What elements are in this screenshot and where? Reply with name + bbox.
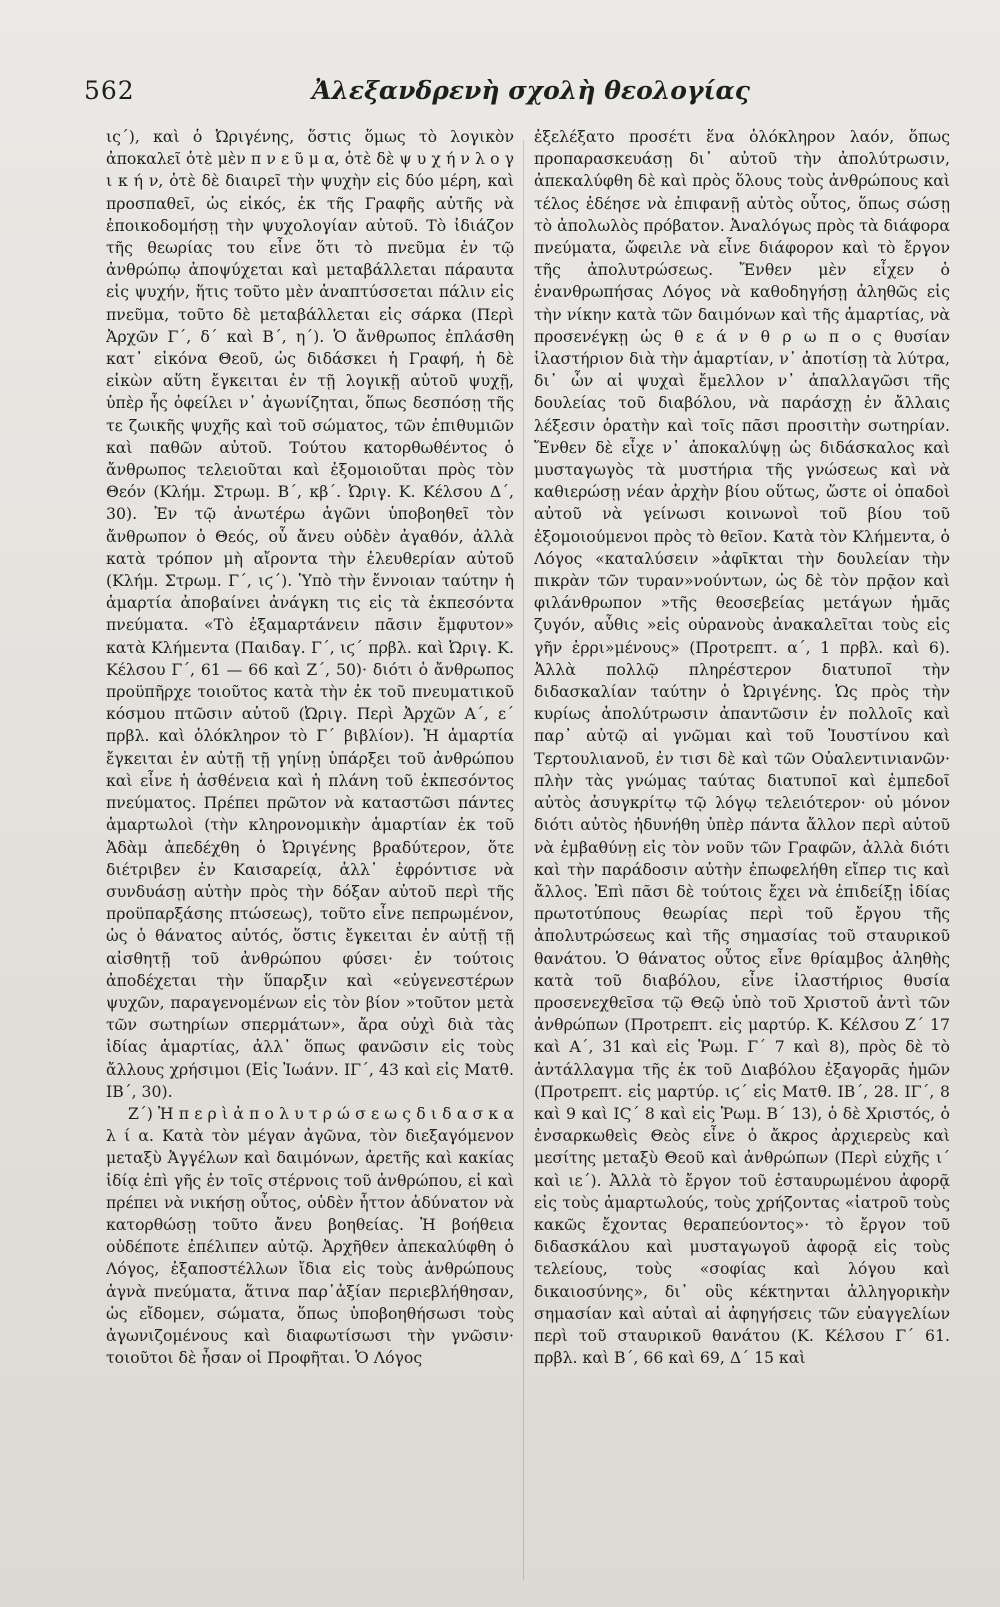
right-paragraph-1: ἐξελέξατο προσέτι ἕνα ὁλόκληρον λαόν, ὅπως προπαρασκευάσῃ δι᾽ αὐτοῦ τὴν ἀπολύτρωσιν, ἀπεκαλύφθη δὲ καὶ πρὸς ὅλους τοὺς ἀνθρώπους καὶ τέλος ἐδέησε νὰ ἐπιφανῇ αὐτὸς οὗτος, ὅπως σώσῃ τὸ ἀπολωλὸς πρόβατον. Ἀναλόγως πρὸς τὰ διάφορα πνεύματα, ὤφειλε νὰ εἶνε διάφορον καὶ τὸ ἔργον τῆς ἀπολυτρώσεως. Ἔνθεν μὲν εἶχεν ὁ ἐνανθρωπήσας Λόγος νὰ καθοδηγήσῃ ἀληθῶς εἰς τὴν νίκην κατὰ τῶν δαιμόνων καὶ τῆς ἁμαρτίας, νὰ προσενέγκῃ ὡς θ ε ά ν θ ρ ω π ο ς θυσίαν ἱλαστήριον διὰ τὴν ἁμαρτίαν, ν᾽ ἀποτίσῃ τὰ λύτρα, δι᾽ ὧν αἱ ψυχαὶ ἔμελλον ν᾽ ἀπαλλαγῶσι τῆς δουλείας τοῦ διαβόλου, νὰ παράσχῃ ἐν ἄλλαις λέξεσιν ὁρατὴν καὶ τοῖς πᾶσι προσιτὴν σωτηρίαν. Ἔνθεν δὲ εἶχε ν᾽ ἀποκαλύψῃ ὡς διδάσκαλος καὶ μυσταγωγὸς τὰ μυστήρια τῆς γνώσεως καὶ νὰ καθιερώσῃ νέαν ἀρχὴν βίου οὕτως, ὥστε οἱ ὀπαδοὶ αὐτοῦ νὰ γείνωσι κοινωνοὶ τοῦ βίου τοῦ ἐξομοιούμενοι πρὸς τὸ θεῖον. Κατὰ τὸν Κλήμεντα, ὁ Λόγος «καταλύσειν »ἀφῖκται τὴν δουλείαν τὴν πικρὰν τῶν τυραν»νούντων, ὡς δὲ τὸν πρᾷον καὶ φιλάνθρωπον »τῆς θεοσεβείας μετάγων ἡμᾶς ζυγόν, αὖθις »εἰς οὐρανοὺς ἀνακαλεῖται τοὺς εἰς γῆν ἐρρι»μένους» (Προτρεπτ. α΄, 1 πρβλ. καὶ 6). Ἀλλὰ πολλῷ πληρέστερον διατυποῖ τὴν διδασκαλίαν ταύτην ὁ Ὠριγένης. Ὡς πρὸς τὴν κυρίως ἀπολύτρωσιν ἀπαντῶσιν ἐν πολλοῖς καὶ παρ᾽ αὐτῷ αἱ γνῶμαι καὶ τοῦ Ἰουστίνου καὶ Τερτουλιανοῦ, ἐν τισι δὲ καὶ τῶν Οὐαλεντινιανῶν· πλὴν τὰς γνώμας ταύτας διατυποῖ καὶ ἐμπεδοῖ αὐτὸς ἀσυγκρίτῳ τῷ λόγῳ τελειότερον· οὐ μόνον διότι αὐτὸς ἠδυνήθη ὑπὲρ πάντα ἄλλον περὶ αὐτοῦ νὰ ἐμβαθύνῃ εἰς τὸν νοῦν τῶν Γραφῶν, ἀλλὰ διότι καὶ τὴν παράδοσιν αὐτὴν ἐπωφελήθη εἴπερ τις καὶ ἄλλος. Ἐπὶ πᾶσι δὲ τούτοις ἔχει νὰ ἐπιδείξῃ ἰδίας πρωτοτύπους θεωρίας περὶ τοῦ ἔργου τῆς ἀπολυτρώσεως καὶ τῆς σημασίας τοῦ σταυρικοῦ θανάτου. Ὁ θάνατος οὗτος εἶνε θρίαμβος ἀληθὴς κατὰ τοῦ διαβόλου, εἶνε ἱλαστήριος θυσία προσενεχθεῖσα τῷ Θεῷ ὑπὸ τοῦ Χριστοῦ ἀντὶ τῶν ἀνθρώπων (Προτρεπτ. εἰς μαρτύρ. Κ. Κέλσου Ζ΄ 17 καὶ Α΄, 31 καὶ εἰς Ῥωμ. Γ΄ 7 καὶ 8), πρὸς δὲ τὸ ἀντάλλαγμα τῆς ἐκ τοῦ Διαβόλου ἐξαγορᾶς ἡμῶν (Προτρεπτ. εἰς μαρτύρ. ιϛ΄ εἰς Ματθ. ΙΒ΄, 28. ΙΓ΄, 8 καὶ 9 καὶ ΙϚ΄ 8 καὶ εἰς Ῥωμ. Β΄ 13), ὁ δὲ Χριστός, ὁ ἐνσαρκωθεὶς Θεὸς εἶνε ὁ ἄκρος ἀρχιερεὺς καὶ μεσίτης μεταξὺ Θεοῦ καὶ ἀνθρώπων (Περὶ εὐχῆς ι΄ καὶ ιε΄). Ἀλλὰ τὸ ἔργον τοῦ ἐσταυρωμένου ἀφορᾷ εἰς τοὺς ἁμαρτωλούς, τοὺς χρήζοντας «ἰατροῦ τοὺς κακῶς ἔχοντας θεραπεύοντος»· τὸ ἔργον τοῦ διδασκάλου καὶ μυσταγωγοῦ ἀφορᾷ εἰς τοὺς τελείους, τοὺς «σοφίας καὶ λόγου καὶ δικαιοσύνης», δι᾽ οὓς κέκτηνται ἀλληγορικὴν σημασίαν καὶ αὐταὶ αἱ ἀφηγήσεις τῶν εὐαγγελίων περὶ τοῦ σταυρικοῦ θανάτου (Κ. Κέλσου Γ΄ 61. πρβλ. καὶ Β΄, 66 καὶ 69, Δ΄ 15 καὶ [534, 127, 950, 1368]
left-column [106, 126, 514, 1586]
right-column [534, 126, 950, 1586]
page-number: 562 [84, 76, 135, 105]
left-paragraph-2: Ζ΄) Ἡ π ε ρ ὶ ἀ π ο λ υ τ ρ ώ σ ε ω ς δ ι δ α σ κ α λ ί α. Κατὰ τὸν μέγαν ἀγῶνα, τὸν διεξαγόμενον μεταξὺ Ἀγγέλων καὶ δαιμόνων, ἀρετῆς καὶ κακίας ἰδίᾳ ἐπὶ γῆς ἐν τοῖς στέρνοις τοῦ ἀνθρώπου, εἰ καὶ πρέπει νὰ νικήσῃ οὗτος, οὐδὲν ἧττον ἀδύνατον νὰ κατορθώσῃ τοῦτο ἄνευ βοηθείας. Ἡ βοήθεια οὐδέποτε ἐπέλιπεν αὐτῷ. Ἀρχῆθεν ἀπεκαλύφθη ὁ Λόγος, ἐξαποστέλλων ἴδια εἰς τοὺς ἀνθρώπους ἁγνὰ πνεύματα, ἅτινα παρ᾽ἀξίαν περιεβλήθησαν, ὡς εἴδομεν, σώματα, ὅπως ὑποβοηθήσωσι τοὺς ἀγωνιζομένους καὶ διαφωτίσωσι τὴν γνῶσιν· τοιοῦτοι δὲ ἦσαν οἱ Προφῆται. Ὁ Λόγος [106, 1103, 514, 1368]
column-divider [523, 140, 524, 1580]
page-header [84, 76, 944, 120]
running-title: Ἀλεξανδρενὴ σχολὴ θεολογίας [312, 76, 751, 105]
left-paragraph-1: ις΄), καὶ ὁ Ὠριγένης, ὅστις ὅμως τὸ λογικὸν ἀποκαλεῖ ὁτὲ μὲν π ν ε ῦ μ α, ὁτὲ δὲ ψ υ χ ή ν λ ο γ ι κ ή ν, ὁτὲ δὲ διαιρεῖ τὴν ψυχὴν εἰς δύο μέρη, καὶ προσπαθεῖ, ὡς εἰκός, ἐκ τῆς Γραφῆς αὐτῆς νὰ ἐποικοδομήσῃ τὴν ψυχολογίαν αὐτοῦ. Τὸ ἰδιάζον τῆς θεωρίας του εἶνε ὅτι τὸ πνεῦμα ἐν τῷ ἀνθρώπῳ ἀποψύχεται καὶ μεταβάλλεται πάραυτα εἰς ψυχήν, ἥτις τοῦτο μὲν ἀναπτύσσεται πάλιν εἰς πνεῦμα, τοῦτο δὲ μεταβάλλεται εἰς σάρκα (Περὶ Ἀρχῶν Γ΄, δ΄ καὶ Β΄, η΄). Ὁ ἄνθρωπος ἐπλάσθη κατ᾽ εἰκόνα Θεοῦ, ὡς διδάσκει ἡ Γραφή, ἡ δὲ εἰκὼν αὕτη ἔγκειται ἐν τῇ λογικῇ αὐτοῦ ψυχῇ, ὑπὲρ ἧς ὀφείλει ν᾽ ἀγωνίζηται, ὅπως δεσπόσῃ τῆς τε ζωικῆς ψυχῆς καὶ τοῦ σώματος, τῶν ἐπιθυμιῶν καὶ παθῶν αὐτοῦ. Τούτου κατορθωθέντος ὁ ἄνθρωπος τελειοῦται καὶ ἐξομοιοῦται πρὸς τὸν Θεόν (Κλήμ. Στρωμ. Β΄, κβ΄. Ὠριγ. Κ. Κέλσου Δ΄, 30). Ἐν τῷ ἀνωτέρω ἀγῶνι ὑποβοηθεῖ τὸν ἄνθρωπον ὁ Θεός, οὗ ἄνευ οὐδὲν ἀγαθόν, ἀλλὰ κατὰ τρόπον μὴ αἴροντα τὴν ἐλευθερίαν αὐτοῦ (Κλήμ. Στρωμ. Γ΄, ιϛ΄). Ὑπὸ τὴν ἔννοιαν ταύτην ἡ ἁμαρτία ἀποβαίνει ἀνάγκη τις εἰς τὰ ἐκπεσόντα πνεύματα. «Τὸ ἐξαμαρτάνειν πᾶσιν ἔμφυτον» κατὰ Κλήμεντα (Παιδαγ. Γ΄, ιϛ΄ πρβλ. καὶ Ὠριγ. Κ. Κέλσου Γ΄, 61 — 66 καὶ Ζ΄, 50)· διότι ὁ ἄνθρωπος προϋπῆρχε τοιοῦτος κατὰ τὴν ἐκ τοῦ πνευματικοῦ κόσμου πτῶσιν αὐτοῦ (Ὠριγ. Περὶ Ἀρχῶν Α΄, ε΄ πρβλ. καὶ ὁλόκληρον τὸ Γ΄ βιβλίον). Ἡ ἁμαρτία ἔγκειται ἐν αὐτῇ τῇ γηίνῃ ὑπάρξει τοῦ ἀνθρώπου καὶ εἶνε ἡ ἀσθένεια καὶ ἡ πλάνη τοῦ ἐκπεσόντος πνεύματος. Πρέπει πρῶτον νὰ καταστῶσι πάντες ἁμαρτωλοὶ (τὴν κληρονομικὴν ἁμαρτίαν ἐκ τοῦ Ἀδὰμ ἀπεδέχθη ὁ Ὠριγένης βραδύτερον, ὅτε διέτριβεν ἐν Καισαρείᾳ, ἀλλ᾽ ἐφρόντισε νὰ συνδυάσῃ αὐτὴν πρὸς τὴν δόξαν αὐτοῦ περὶ τῆς προϋπαρξάσης πτώσεως), τοῦτο εἶνε πεπρωμένον, ὡς ὁ θάνατος αὐτός, ὅστις ἔγκειται ἐν αὐτῇ τῇ αἰσθητῇ τοῦ ἀνθρώπου φύσει· ἐν τούτοις ἀποδέχεται τὴν ὕπαρξιν καὶ «εὐγενεστέρων ψυχῶν, παραγενομένων εἰς τὸν βίον »τοῦτον μετὰ τῶν σωτηρίων σπερμάτων», ἄρα οὐχὶ διὰ τὰς ἰδίας ἁμαρτίας, ἀλλ᾽ ὅπως φανῶσιν εἰς τοὺς ἄλλους χρήσιμοι (Εἰς Ἰωάνν. ΙΓ΄, 43 καὶ εἰς Ματθ. ΙΒ΄, 30). [106, 127, 514, 1101]
